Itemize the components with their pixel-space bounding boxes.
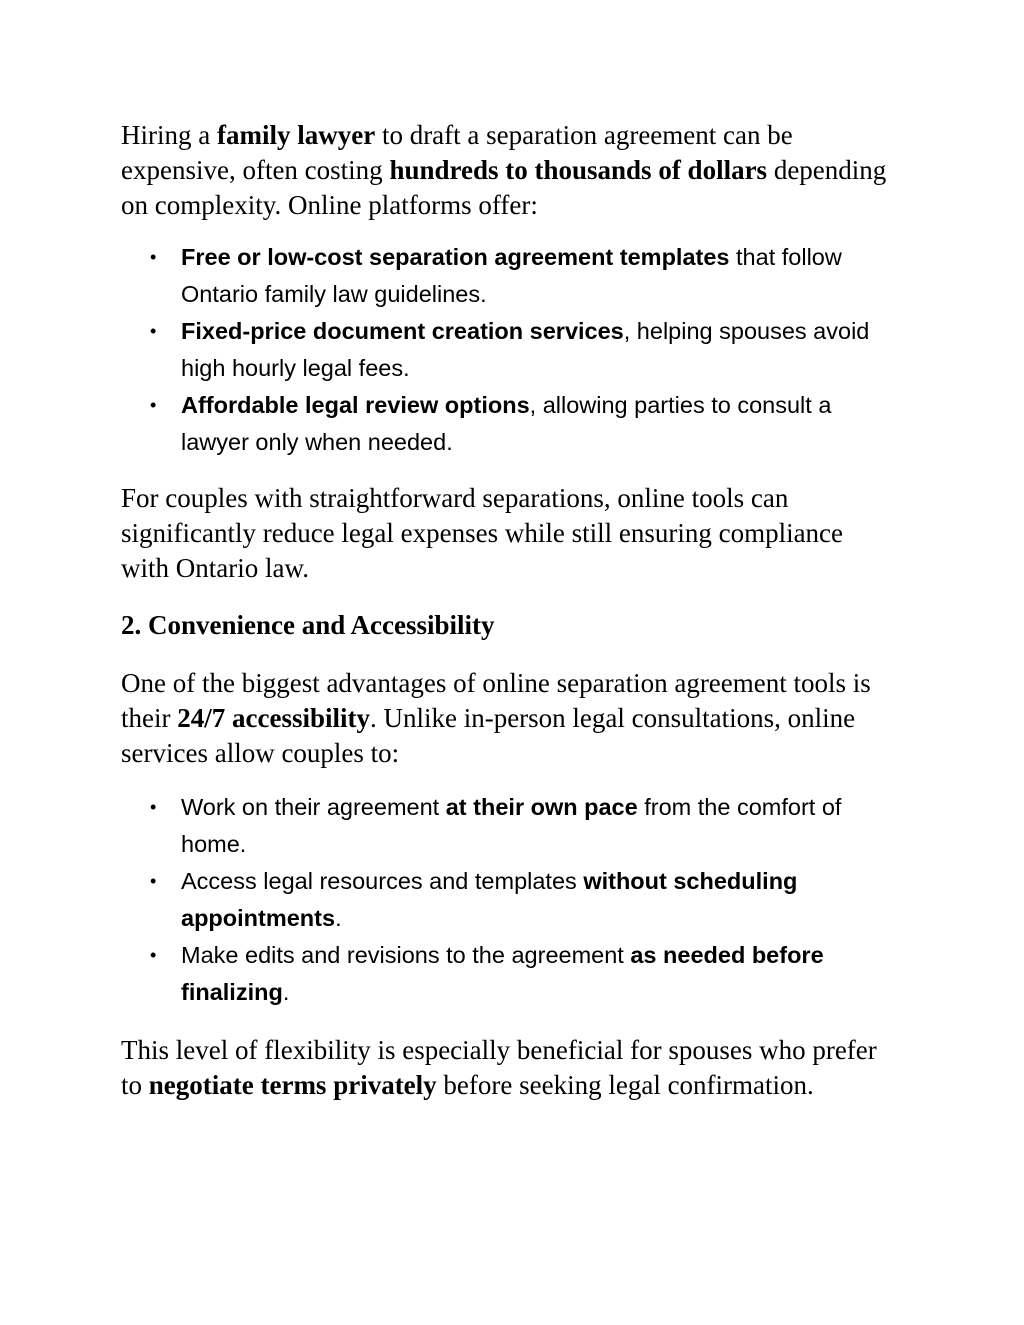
intro-paragraph: Hiring a family lawyer to draft a separation agreement can be expensive, often costing hundreds to thousands of dollars depending on complexity. Online platforms offer: bbox=[121, 120, 887, 220]
list-item: • Fixed-price document creation services, helping spouses avoid high hourly legal fees. bbox=[121, 313, 891, 387]
list-item: • Affordable legal review options, allowing parties to consult a lawyer only when needed. bbox=[121, 387, 891, 461]
cost-benefits-list bbox=[121, 239, 891, 461]
bold-family-lawyer: family lawyer bbox=[216, 120, 376, 150]
section-heading: 2. Convenience and Accessibility bbox=[121, 610, 495, 640]
bullet-icon: • bbox=[150, 395, 157, 415]
list-item: • Free or low-cost separation agreement templates that follow Ontario family law guidelines. bbox=[121, 239, 891, 313]
list-item: • Make edits and revisions to the agreement as needed before finalizing. bbox=[121, 937, 891, 1011]
closing-paragraph: This level of flexibility is especially beneficial for spouses who prefer to negotiate terms privately before seeking legal confirmation. bbox=[121, 1035, 877, 1100]
document-page bbox=[121, 118, 891, 1103]
convenience-list bbox=[121, 789, 891, 1011]
bold-cost-range: hundreds to thousands of dollars bbox=[389, 155, 768, 185]
bullet-icon: • bbox=[150, 871, 157, 891]
summary-paragraph: For couples with straightforward separations, online tools can significantly reduce legal expenses while still ensuring compliance with Ontario law. bbox=[121, 483, 844, 583]
bullet-icon: • bbox=[150, 797, 157, 817]
bullet-icon: • bbox=[150, 247, 157, 267]
bold-accessibility: 24/7 accessibility bbox=[177, 703, 370, 733]
accessibility-paragraph: One of the biggest advantages of online separation agreement tools is their 24/7 accessibility. Unlike in-person legal consultations, online services allow couples to: bbox=[121, 668, 871, 768]
list-item: • Work on their agreement at their own pace from the comfort of home. bbox=[121, 789, 891, 863]
list-item: • Access legal resources and templates without scheduling appointments. bbox=[121, 863, 891, 937]
bold-negotiate: negotiate terms privately bbox=[148, 1070, 437, 1100]
bullet-icon: • bbox=[150, 321, 157, 341]
bullet-icon: • bbox=[150, 945, 157, 965]
